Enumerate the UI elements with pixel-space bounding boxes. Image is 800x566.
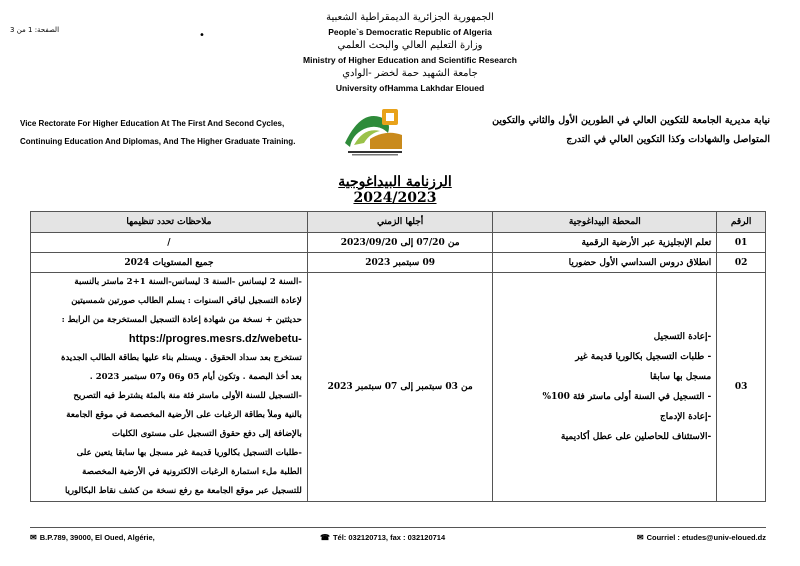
row3-stage-item: -إعادة الإدماج bbox=[660, 412, 712, 422]
row2-deadline: 09 سبتمبر 2023 bbox=[307, 253, 493, 273]
vice-rectorate-ar-line2: المتواصل والشهادات وكذا التكوين العالي في التدرج bbox=[566, 134, 770, 145]
header-en-ministry: Ministry of Higher Education and Scientific Research bbox=[303, 55, 517, 65]
header-en-university: University ofHamma Lakhdar Eloued bbox=[335, 83, 485, 93]
row3-note-line: -السنة 2 ليسانس -السنة 3 ليسانس-السنة 1+2 ماستر بالنسبة bbox=[74, 277, 302, 287]
university-logo bbox=[340, 103, 410, 158]
footer-address bbox=[30, 533, 155, 542]
row1-stage: تعلم الإنجليزية عبر الأرضية الرقمية bbox=[493, 233, 717, 253]
mailbox-icon: ✉ bbox=[30, 533, 37, 542]
vice-rectorate-en-line1: Vice Rectorate For Higher Education At The First And Second Cycles, bbox=[20, 119, 285, 128]
row3-stage-item: -الاستئناف للحاصلين على عطل أكاديمية bbox=[560, 432, 712, 442]
row3-stage-item: - التسجيل في السنة أولى ماستر فئة 100% bbox=[542, 392, 712, 402]
row1-num: 01 bbox=[717, 233, 766, 253]
row3-note-line: الطلبة ملء استمارة الرغبات الالكترونية في الأرضية المخصصة bbox=[82, 467, 302, 477]
row3-stage-list bbox=[493, 273, 717, 502]
row1-notes: / bbox=[31, 233, 308, 253]
footer-address-text: B.P.789, 39000, El Oued, Algérie, bbox=[39, 533, 155, 542]
header-ar-republic: الجمهورية الجزائرية الديمقراطية الشعبية bbox=[326, 12, 494, 23]
row3-stage-item: - طلبات التسجيل بكالوريا قديمة غير bbox=[575, 352, 712, 362]
header-ar-ministry: وزارة التعليم العالي والبحث العلمي bbox=[337, 40, 483, 51]
row3-note-line: -طلبات التسجيل بكالوريا قديمة غير مسجل بها سابقا يتعين على bbox=[76, 448, 302, 458]
row3-note-line: لإعادة التسجيل لباقي السنوات : يسلم الطالب صورتين شمسيتين bbox=[71, 296, 302, 306]
page-footer bbox=[30, 527, 766, 544]
row3-stage-item: -إعادة التسجيل bbox=[653, 332, 712, 342]
calendar-table bbox=[30, 211, 766, 502]
vice-rectorate-ar-title bbox=[420, 111, 770, 149]
row2-stage: انطلاق دروس السداسي الأول حضوريا bbox=[493, 253, 717, 273]
row2-notes: جميع المستويات 2024 bbox=[31, 253, 308, 273]
row3-notes bbox=[31, 273, 308, 502]
header-deadline: أجلها الزمني bbox=[307, 212, 493, 233]
vice-rectorate-en-line2: Continuing Education And Diplomas, And The Higher Graduate Training. bbox=[20, 137, 296, 146]
vice-rectorate-ar-line1: نيابة مديرية الجامعة للتكوين العالي في الطورين الأول والثاني والتكوين bbox=[492, 115, 770, 126]
table-row bbox=[31, 253, 766, 273]
header-notes: ملاحظات تحدد تنظيمها bbox=[31, 212, 308, 233]
header-stage: المحطة البيداغوجية bbox=[493, 212, 717, 233]
page-header bbox=[280, 11, 540, 95]
table-header-row bbox=[31, 212, 766, 233]
footer-email-text[interactable]: Courriel : etudes@univ-eloued.dz bbox=[646, 533, 766, 542]
row2-num: 02 bbox=[717, 253, 766, 273]
table-row bbox=[31, 273, 766, 502]
footer-phone bbox=[320, 533, 445, 542]
table-row bbox=[31, 233, 766, 253]
row3-stage-item: مسجل بها سابقا bbox=[649, 372, 712, 382]
footer-email bbox=[637, 533, 766, 542]
vice-rectorate-en-title bbox=[20, 115, 320, 151]
header-en-republic: People`s Democratic Republic of Algeria bbox=[328, 27, 492, 37]
row3-note-line: للتسجيل عبر موقع الجامعة مع رفع نسخة من كشف نقاط البكالوريا bbox=[64, 486, 302, 496]
document-title: الرزنامة البيداغوجية 2024/2023 bbox=[338, 174, 452, 206]
header-num: الرقم bbox=[717, 212, 766, 233]
footer-phone-text: Tél: 032120713, fax : 032120714 bbox=[332, 533, 446, 542]
row3-note-line: بالنية وملأ بطاقة الرغبات على الأرضية المخصصة في موقع الجامعة bbox=[66, 410, 302, 420]
decorative-dot: • bbox=[199, 30, 205, 41]
row3-note-line: بعد أخذ البصمة . وتكون أيام 05 و06 و07 سبتمبر 2023 . bbox=[89, 372, 302, 382]
phone-icon: ☎ bbox=[320, 533, 330, 542]
row3-num: 03 bbox=[717, 273, 766, 502]
row3-deadline: من 03 سبتمبر إلى 07 سبتمبر 2023 bbox=[307, 273, 493, 502]
row3-note-line: حديثتين + نسخة من شهادة إعادة التسجيل المستخرجة من الرابط : bbox=[61, 315, 302, 325]
row3-note-line: تستخرج بعد سداد الحقوق . ويستلم بناء عليها بطاقة الطالب الجديدة bbox=[61, 353, 302, 363]
header-ar-university: جامعة الشهيد حمة لخضر -الوادي bbox=[342, 68, 478, 79]
row1-deadline: من 07/20 إلى 2023/09/20 bbox=[307, 233, 493, 253]
page-number: الصفحة: 1 من 3 bbox=[10, 26, 60, 34]
email-icon: ✉ bbox=[636, 533, 644, 542]
row3-note-line: -التسجيل للسنة الأولى ماستر فئة منة بالمئة يشترط فيه التصريح bbox=[73, 391, 302, 401]
row3-note-line: بالإضافة إلى دفع حقوق التسجيل على مستوى الكليات bbox=[112, 429, 302, 439]
progres-link[interactable]: https://progres.mesrs.dz/webetu- bbox=[128, 333, 302, 345]
